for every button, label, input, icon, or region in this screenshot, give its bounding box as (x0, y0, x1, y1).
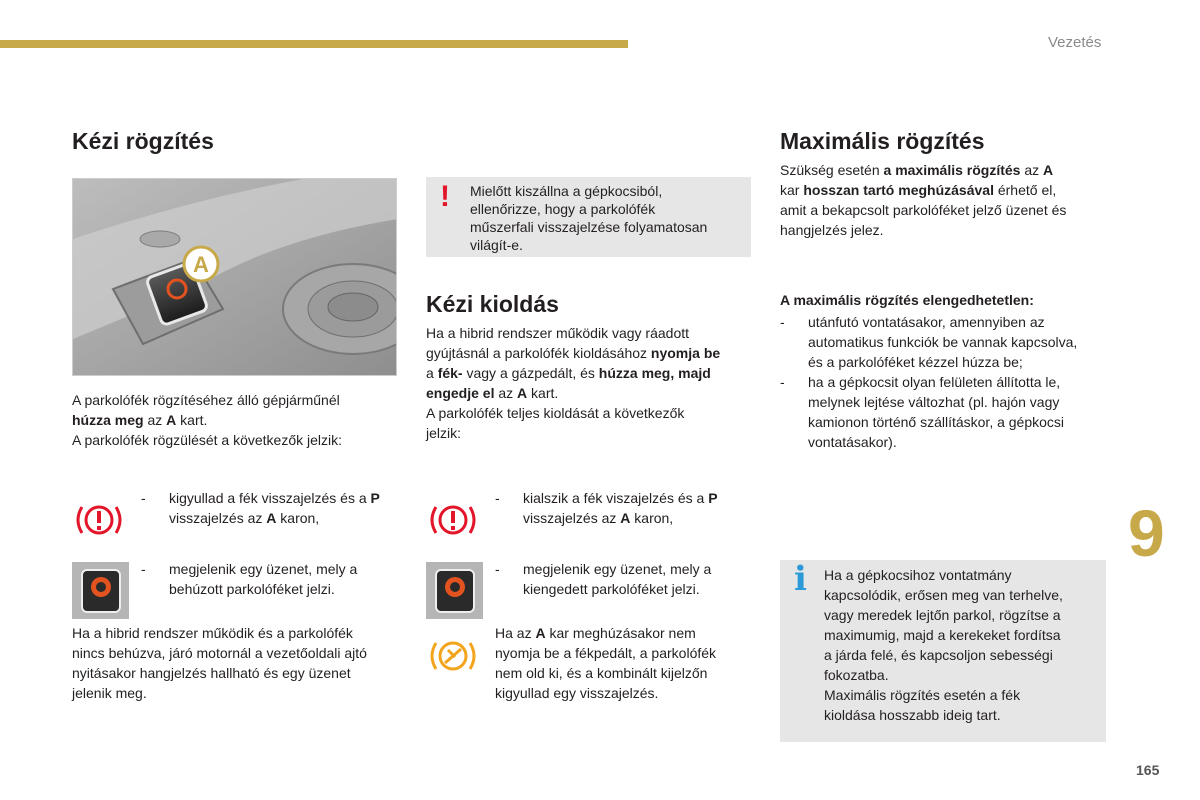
header-gold-bar (0, 40, 628, 48)
right-subhead: A maximális rögzítés elengedhetetlen: (780, 292, 1034, 308)
console-photo (72, 178, 397, 376)
parking-brake-red-icon (428, 500, 478, 540)
list-item: - utánfutó vontatásakor, amennyiben az automatikus funkciók be vannak kapcsolva, és a parkolóféket kézzel húzza be; (780, 314, 1078, 370)
page-number: 165 (1136, 762, 1160, 778)
section-label: Vezetés (1048, 34, 1102, 51)
middle-item2: megjelenik egy üzenet, mely a kiengedett parkolóféket jelzi. (523, 561, 712, 597)
middle-title: Kézi kioldás (426, 291, 559, 317)
brake-fault-amber-icon (428, 636, 478, 676)
warning-exclamation-icon: ! (440, 180, 450, 213)
warning-text: Mielőtt kiszállna a gépkocsiból, ellenőrizze, hogy a parkolófék műszerfali visszajelzése folyamatosan világít-e. (470, 183, 708, 253)
middle-paragraph1: Ha a hibrid rendszer működik vagy ráadott gyújtásnál a parkolófék kioldásához nyomja be a fék- vagy a gázpedált, és húzza meg, majd engedje el az A kart. A parkolófék teljes kioldását a következők jelzik: (426, 325, 721, 441)
left-title: Kézi rögzítés (72, 128, 214, 154)
middle-item3: Ha az A kar meghúzásakor nem nyomja be a fékpedált, a parkolófék nem old ki, és a kombinált kijelzőn kigyullad egy visszajelzés. (495, 625, 717, 701)
parking-switch-thumbnail (72, 562, 129, 619)
dash: - (141, 561, 146, 577)
left-item2: megjelenik egy üzenet, mely a behúzott parkolóféket jelzi. (169, 561, 358, 597)
right-bullet-list (780, 312, 1120, 452)
left-item1: kigyullad a fék visszajelzés és a P visszajelzés az A karon, (169, 490, 380, 526)
left-intro: A parkolófék rögzítéséhez álló gépjárműnél húzza meg az A kart. A parkolófék rögzülését a következők jelzik: (72, 392, 343, 448)
right-title: Maximális rögzítés (780, 128, 985, 154)
right-paragraph1: Szükség esetén a maximális rögzítés az A kar hosszan tartó meghúzásával érhető el, amit a bekapcsolt parkolóféket jelző üzenet és hangjelzés jelez. (780, 162, 1067, 238)
photo-label: A (193, 252, 209, 277)
dash: - (495, 490, 500, 506)
list-item: - ha a gépkocsit olyan felületen állította le, melynek lejtése változhat (pl. hajón vagy kamionon történő szállításkor, a gépkocsi vontatásakor). (780, 374, 1065, 450)
chapter-number: 9 (1128, 496, 1165, 570)
dash: - (141, 490, 146, 506)
parking-brake-red-icon (74, 500, 124, 540)
info-icon: i (794, 559, 807, 599)
info-text: Ha a gépkocsihoz vontatmány kapcsolódik, erősen meg van terhelve, vagy meredek lejtőn parkol, rögzítse a maximumig, majd a kerekeket fordítsa a járda felé, és kapcsoljon sebességi fokozatba. Maximális rögzítés esetén a fék kioldása hosszabb ideig tart. (824, 567, 1063, 723)
dash: - (495, 561, 500, 577)
left-footer-paragraph: Ha a hibrid rendszer működik és a parkolófék nincs behúzva, járó motornál a vezetőoldali ajtó nyitásakor hangjelzés hallható és egy üzenet jelenik meg. (72, 625, 367, 701)
parking-switch-thumbnail (426, 562, 483, 619)
middle-item1: kialszik a fék viszajelzés és a P visszajelzés az A karon, (523, 490, 718, 526)
